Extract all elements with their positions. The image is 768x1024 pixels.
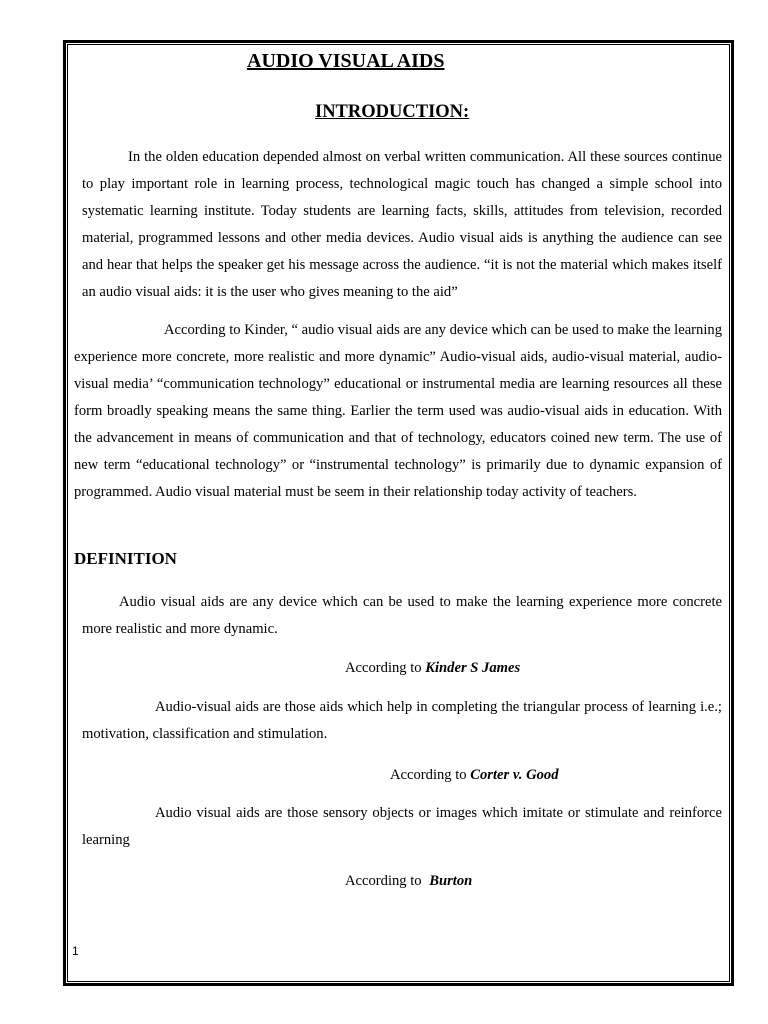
attribution-prefix: According to xyxy=(345,660,422,676)
definition-3-attribution xyxy=(345,871,472,891)
introduction-paragraph-1: In the olden education depended almost on verbal written communication. All these sources continue to play important role in learning process, technological magic touch has changed a simple school into systematic learning institute. Today students are learning facts, skills, attitudes from television, recorded material, programmed lessons and other media devices. Audio visual aids is anything the audience can see and hear that helps the speaker get his message across the audience. “it is not the material which makes itself an audio visual aids: it is the user who gives meaning to the aid” xyxy=(82,149,722,300)
definition-2-attribution xyxy=(390,765,559,785)
attribution-author: Corter v. Good xyxy=(470,767,559,783)
attribution-prefix: According to xyxy=(390,767,467,783)
definition-3-text: Audio visual aids are those sensory objects or images which imitate or stimulate and reinforce learning xyxy=(82,805,722,848)
introduction-paragraph-2: According to Kinder, “ audio visual aids are any device which can be used to make the learning experience more concrete, more realistic and more dynamic” Audio-visual aids, audio-visual material, audio-visual media’ “communication technology” educational or instrumental media are learning resources all these form broadly speaking means the same thing. Earlier the term used was audio-visual aids in education. With the advancement in means of communication and that of technology, educators coined new term. The use of new term “educational technology” or “instrumental technology” is primarily due to dynamic expansion of programmed. Audio visual material must be seem in their relationship today activity of teachers. xyxy=(74,322,722,500)
definition-1-attribution xyxy=(345,658,520,678)
definition-1-text: Audio visual aids are any device which can be used to make the learning experience more concrete more realistic and more dynamic. xyxy=(82,594,722,637)
attribution-author: Kinder S James xyxy=(425,660,521,676)
attribution-prefix: According to xyxy=(345,873,422,889)
attribution-author: Burton xyxy=(429,873,473,889)
document-title: AUDIO VISUAL AIDS xyxy=(247,50,445,72)
definition-heading: DEFINITION xyxy=(74,549,177,568)
page-number: 1 xyxy=(72,944,79,958)
introduction-heading: INTRODUCTION: xyxy=(315,102,470,122)
definition-2-text: Audio-visual aids are those aids which help in completing the triangular process of learning i.e.; motivation, classification and stimulation. xyxy=(82,699,722,742)
